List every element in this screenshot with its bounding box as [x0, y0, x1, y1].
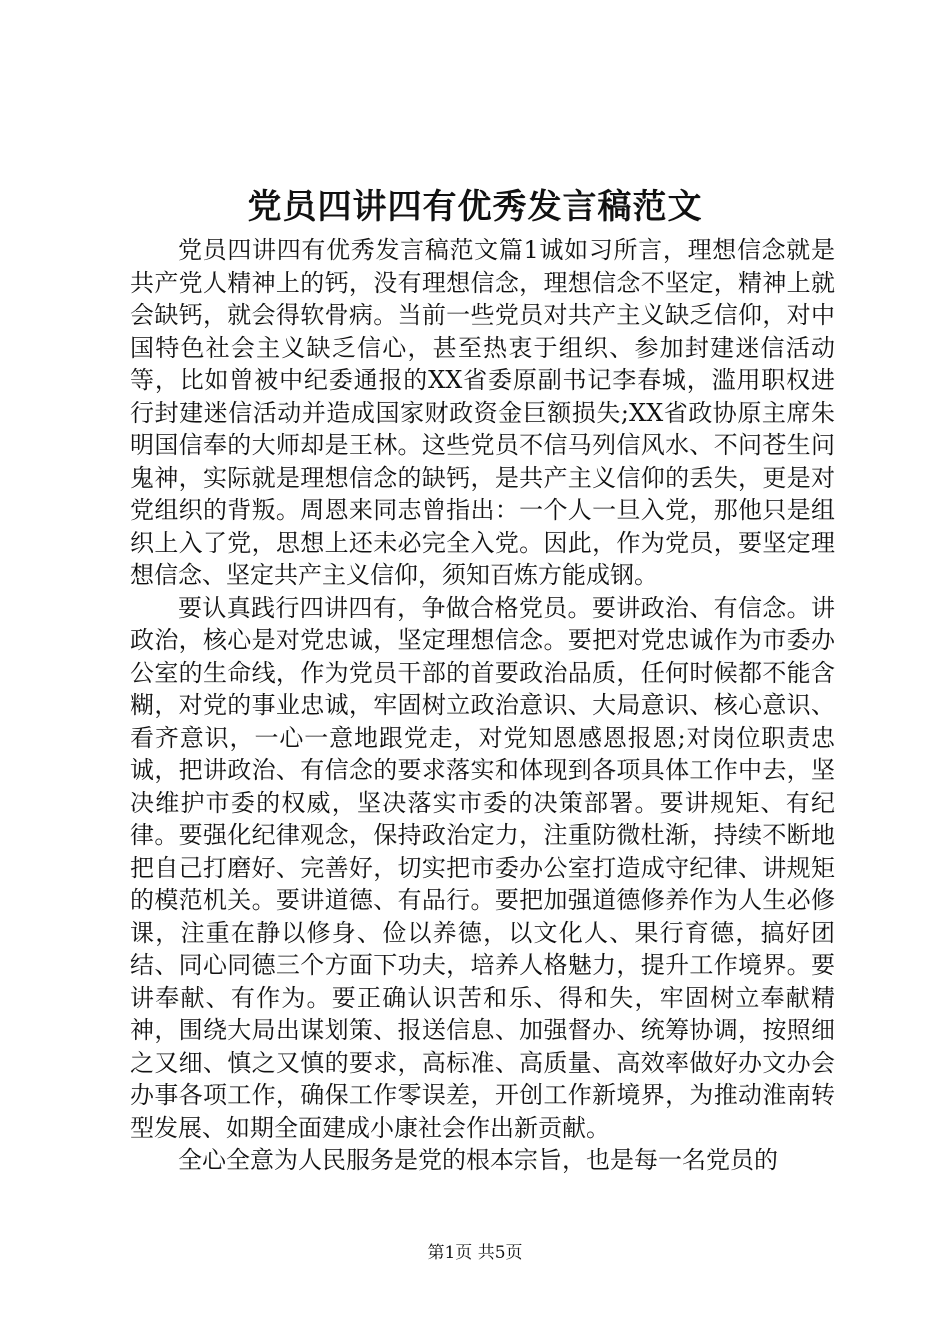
page-footer: 第1页 共5页	[427, 1243, 523, 1263]
paragraph-1: 党员四讲四有优秀发言稿范文篇1诚如习所言，理想信念就是共产党人精神上的钙，没有理想信念，理想信念不坚定，精神上就会缺钙，就会得软骨病。当前一些党员对共产主义缺乏信仰，对中国特色社会主义缺乏信心，甚至热衷于组织、参加封建迷信活动等，比如曾被中纪委通报的XX省委原副书记李春城，滥用职权进行封建迷信活动并造成国家财政资金巨额损失;XX省政协原主席朱明国信奉的大师却是王林。这些党员不信马列信风水、不问苍生问鬼神，实际就是理想信念的缺钙，是共产主义信仰的丢失，更是对党组织的背叛。周恩来同志曾指出：一个人一旦入党，那他只是组织上入了党，思想上还未必完全入党。因此，作为党员，要坚定理想信念、坚定共产主义信仰，须知百炼方能成钢。	[130, 236, 835, 589]
paragraph-3: 全心全意为人民服务是党的根本宗旨，也是每一名党员的	[178, 1146, 778, 1174]
paragraph-2: 要认真践行四讲四有，争做合格党员。要讲政治、有信念。讲政治，核心是对党忠诚，坚定理想信念。要把对党忠诚作为市委办公室的生命线，作为党员干部的首要政治品质，任何时候都不能含糊，对党的事业忠诚，牢固树立政治意识、大局意识、核心意识、看齐意识，一心一意地跟党走，对党知恩感恩报恩;对岗位职责忠诚，把讲政治、有信念的要求落实和体现到各项具体工作中去，坚决维护市委的权威，坚决落实市委的决策部署。要讲规矩、有纪律。要强化纪律观念，保持政治定力，注重防微杜渐，持续不断地把自己打磨好、完善好，切实把市委办公室打造成守纪律、讲规矩的模范机关。要讲道德、有品行。要把加强道德修养作为人生必修课，注重在静以修身、俭以养德，以文化人、果行育德，搞好团结、同心同德三个方面下功夫，培养人格魅力，提升工作境界。要讲奉献、有作为。要正确认识苦和乐、得和失，牢固树立奉献精神，围绕大局出谋划策、报送信息、加强督办、统筹协调，按照细之又细、慎之又慎的要求，高标准、高质量、高效率做好办文办会办事各项工作，确保工作零误差，开创工作新境界，为推动淮南转型发展、如期全面建成小康社会作出新贡献。	[130, 593, 835, 1142]
document-title: 党员四讲四有优秀发言稿范文	[247, 187, 703, 227]
document-body	[130, 234, 835, 1177]
